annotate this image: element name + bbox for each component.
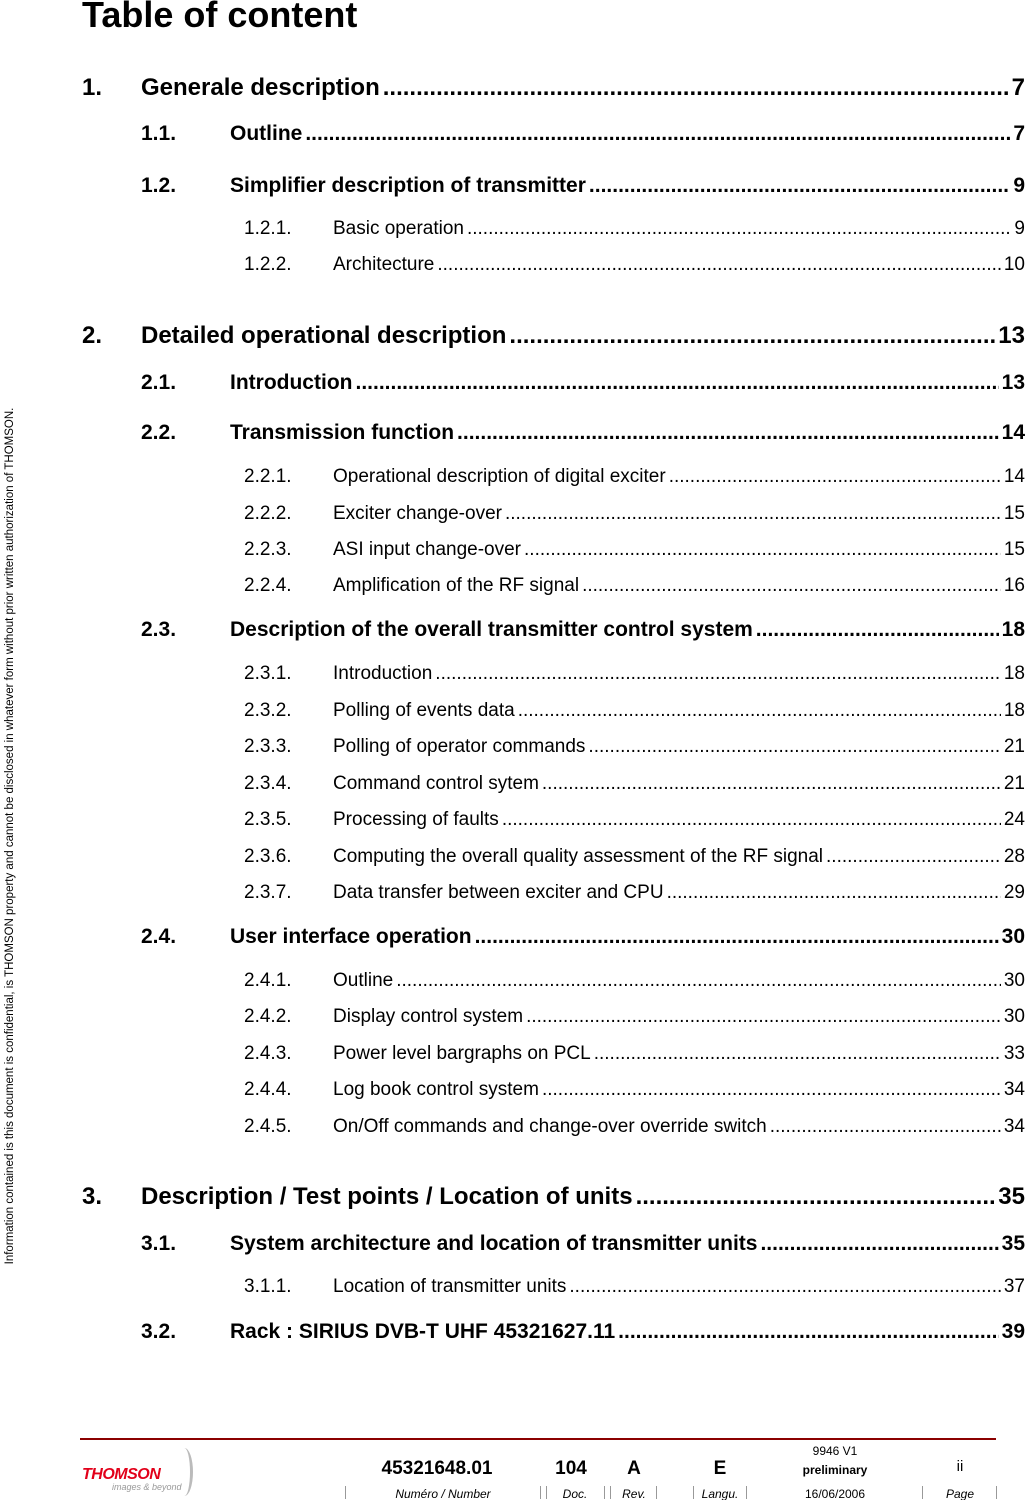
toc-page: 7 [1013, 122, 1025, 145]
toc-number: 2.4.3. [244, 1043, 292, 1064]
dot-leader [509, 322, 995, 350]
toc-page: 18 [1003, 663, 1025, 684]
toc-page: 18 [1003, 700, 1025, 721]
toc-number: 2.3.4. [244, 773, 292, 794]
dot-leader [502, 809, 1001, 831]
toc-page: 30 [1003, 1006, 1025, 1027]
toc-entry[interactable] [82, 74, 1025, 102]
toc-number: 3.1.1. [244, 1276, 292, 1297]
toc-number: 2.4.1. [244, 970, 292, 991]
toc-page: 7 [1011, 74, 1025, 101]
toc-title: Data transfer between exciter and CPU [333, 882, 664, 903]
toc-entry[interactable] [141, 1232, 1025, 1256]
toc-entry[interactable] [244, 1043, 1025, 1065]
toc-entry[interactable] [244, 773, 1025, 795]
dot-leader [396, 970, 1001, 992]
toc-page: 16 [1003, 575, 1025, 596]
toc-title: Command control sytem [333, 773, 539, 794]
toc-entry[interactable] [244, 970, 1025, 992]
toc-page: 15 [1003, 539, 1025, 560]
toc-title: Transmission function [230, 421, 455, 444]
toc-entry[interactable] [244, 466, 1025, 488]
rev-value: A [627, 1458, 641, 1479]
toc-page: 30 [1001, 925, 1025, 948]
toc-entry[interactable] [244, 809, 1025, 831]
page-label: Page [945, 1487, 975, 1500]
rev-label: Rev. [622, 1487, 646, 1500]
page-number: ii [956, 1458, 964, 1475]
toc-page: 10 [1003, 254, 1025, 275]
toc-number: 2.1. [141, 371, 177, 394]
toc-entry[interactable] [244, 218, 1025, 240]
toc-entry[interactable] [244, 1276, 1025, 1298]
toc-page: 29 [1003, 882, 1025, 903]
toc-entry[interactable] [141, 174, 1025, 198]
toc-title: Description / Test points / Location of units [141, 1183, 633, 1210]
toc-entry[interactable] [244, 1079, 1025, 1101]
toc-number: 2.4.5. [244, 1116, 292, 1137]
toc-title: Amplification of the RF signal [333, 575, 580, 596]
toc-entry[interactable] [82, 322, 1025, 350]
toc-title: System architecture and location of transmitter units [230, 1232, 758, 1255]
toc-entry[interactable] [244, 575, 1025, 597]
language-label: Langu. [701, 1487, 739, 1500]
toc-number: 2.4. [141, 925, 177, 948]
toc-number: 2.3.2. [244, 700, 292, 721]
dot-leader [588, 736, 1000, 758]
toc-number: 1. [82, 74, 103, 101]
toc-title: Basic operation [333, 218, 464, 239]
language-value: E [713, 1458, 727, 1479]
toc-entry[interactable] [244, 503, 1025, 525]
toc-page: 18 [1001, 618, 1025, 641]
toc-number: 2. [82, 322, 103, 349]
dot-leader [669, 466, 1001, 488]
toc-page: 14 [1001, 421, 1025, 444]
toc-entry[interactable] [244, 663, 1025, 685]
dot-leader [770, 1116, 1001, 1138]
dot-leader [518, 700, 1001, 722]
toc-entry[interactable] [244, 1116, 1025, 1138]
dot-leader [526, 1006, 1001, 1028]
toc-page: 34 [1003, 1116, 1025, 1137]
version: 9946 V1 [812, 1444, 858, 1458]
dot-leader [594, 1043, 1001, 1065]
toc-title: Polling of events data [333, 700, 515, 721]
toc-number: 2.3.7. [244, 882, 292, 903]
page-title: Table of content [82, 0, 358, 35]
toc-title: Outline [230, 122, 303, 145]
toc-page: 35 [998, 1183, 1025, 1210]
toc-page: 15 [1003, 503, 1025, 524]
toc-number: 2.2.4. [244, 575, 292, 596]
toc-entry[interactable] [244, 1006, 1025, 1028]
toc-number: 2.3.6. [244, 846, 292, 867]
toc-number: 2.2.3. [244, 539, 292, 560]
toc-number: 2.4.2. [244, 1006, 292, 1027]
dot-leader [355, 371, 998, 395]
toc-entry[interactable] [244, 882, 1025, 904]
toc-entry[interactable] [141, 421, 1025, 445]
toc-entry[interactable] [141, 371, 1025, 395]
toc-entry[interactable] [141, 1320, 1025, 1344]
footer-divider [80, 1438, 996, 1440]
logo-brand: THOMSON [82, 1466, 161, 1483]
toc-title: Outline [333, 970, 394, 991]
dot-leader [475, 925, 999, 949]
thomson-logo [82, 1446, 202, 1496]
document-number: 45321648.01 [381, 1458, 493, 1479]
toc-page: 33 [1003, 1043, 1025, 1064]
toc-title: Polling of operator commands [333, 736, 586, 757]
dot-leader [505, 503, 1001, 525]
toc-number: 1.1. [141, 122, 177, 145]
dot-leader [618, 1320, 998, 1344]
toc-title: On/Off commands and change-over override switch [333, 1116, 767, 1137]
toc-entry[interactable] [244, 736, 1025, 758]
toc-title: Introduction [230, 371, 353, 394]
toc-number: 1.2.2. [244, 254, 292, 275]
toc-title: Exciter change-over [333, 503, 502, 524]
toc-page: 30 [1003, 970, 1025, 991]
toc-entry[interactable] [244, 254, 1025, 276]
dot-leader [760, 1232, 998, 1256]
toc-page: 28 [1003, 846, 1025, 867]
dot-leader [756, 618, 999, 642]
toc-page: 34 [1003, 1079, 1025, 1100]
toc-number: 2.3.3. [244, 736, 292, 757]
toc-number: 2.2.2. [244, 503, 292, 524]
toc-entry[interactable] [244, 539, 1025, 561]
toc-title: Generale description [141, 74, 380, 101]
status: preliminary [802, 1463, 868, 1477]
toc-number: 2.3. [141, 618, 177, 641]
toc-title: Log book control system [333, 1079, 539, 1100]
toc-entry[interactable] [82, 1183, 1025, 1211]
toc-page: 35 [1001, 1232, 1025, 1255]
dot-leader [467, 218, 1011, 240]
toc-page: 21 [1003, 736, 1025, 757]
toc-number: 2.4.4. [244, 1079, 292, 1100]
toc-entry[interactable] [244, 846, 1025, 868]
toc-title: Computing the overall quality assessment of the RF signal [333, 846, 824, 867]
dot-leader [636, 1183, 996, 1211]
toc-number: 1.2. [141, 174, 177, 197]
toc-number: 1.2.1. [244, 218, 292, 239]
toc-number: 2.2. [141, 421, 177, 444]
toc-entry[interactable] [141, 925, 1025, 949]
toc-number: 3.2. [141, 1320, 177, 1343]
toc-number: 2.2.1. [244, 466, 292, 487]
dot-leader [524, 539, 1001, 561]
dot-leader [589, 174, 1010, 198]
document-number-label: Numéro / Number [395, 1487, 491, 1500]
toc-title: Operational description of digital exciter [333, 466, 666, 487]
dot-leader [667, 882, 1001, 904]
toc-number: 3. [82, 1183, 103, 1210]
toc-page: 9 [1014, 218, 1025, 239]
toc-title: User interface operation [230, 925, 472, 948]
toc-page: 13 [1001, 371, 1025, 394]
dot-leader [383, 74, 1009, 102]
toc-title: Simplifier description of transmitter [230, 174, 586, 197]
dot-leader [437, 254, 1000, 276]
logo-tagline: images & beyond [112, 1482, 182, 1492]
toc-title: Processing of faults [333, 809, 499, 830]
dot-leader [542, 773, 1001, 795]
dot-leader [569, 1276, 1000, 1298]
toc-number: 3.1. [141, 1232, 177, 1255]
toc-entry[interactable] [244, 700, 1025, 722]
toc-title: ASI input change-over [333, 539, 522, 560]
toc-page: 13 [998, 322, 1025, 349]
toc-entry[interactable] [141, 122, 1025, 146]
dot-leader [542, 1079, 1001, 1101]
toc-page: 37 [1003, 1276, 1025, 1297]
toc-title: Introduction [333, 663, 433, 684]
dot-leader [305, 122, 1010, 146]
date: 16/06/2006 [804, 1487, 866, 1500]
doc-value: 104 [555, 1458, 587, 1479]
logo-swoosh-icon [176, 1448, 193, 1496]
toc-title: Rack : SIRIUS DVB-T UHF 45321627.11 [230, 1320, 616, 1343]
toc-page: 21 [1003, 773, 1025, 794]
toc-title: Power level bargraphs on PCL [333, 1043, 591, 1064]
toc-number: 2.3.5. [244, 809, 292, 830]
dot-leader [435, 663, 1001, 685]
toc-page: 9 [1013, 174, 1025, 197]
toc-number: 2.3.1. [244, 663, 292, 684]
toc-title: Location of transmitter units [333, 1276, 567, 1297]
dot-leader [457, 421, 999, 445]
toc-title: Detailed operational description [141, 322, 507, 349]
dot-leader [826, 846, 1001, 868]
doc-label: Doc. [562, 1487, 588, 1500]
toc-page: 14 [1003, 466, 1025, 487]
toc-title: Architecture [333, 254, 435, 275]
toc-page: 39 [1001, 1320, 1025, 1343]
toc-title: Display control system [333, 1006, 524, 1027]
toc-page: 24 [1003, 809, 1025, 830]
confidentiality-notice: Information contained is this document is confidential, is THOMSON property and cannot be disclosed in whatever form without prior written authorization of THOMSON. [4, 407, 16, 1265]
toc-title: Description of the overall transmitter control system [230, 618, 753, 641]
toc-entry[interactable] [141, 618, 1025, 642]
dot-leader [582, 575, 1001, 597]
